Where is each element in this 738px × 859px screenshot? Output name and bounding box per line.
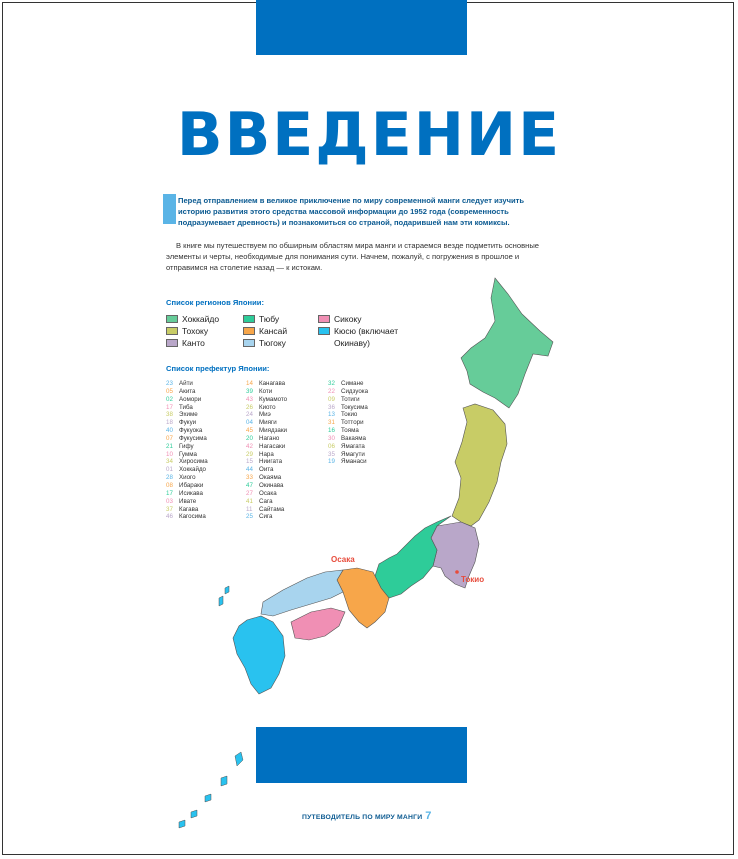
prefecture-name: Фукуи [179,419,197,427]
prefecture-number: 31 [328,419,335,427]
prefecture-name: Ивате [179,497,197,505]
lead-paragraph: Перед отправлением в великое приключение по миру современной манги следует изучить историю развития этого средства массовой информации до 1952 года (современность подразумевает древность) и познакомиться со страной, подарившей нам эти комиксы. [178,196,525,227]
prefecture-number: 11 [246,505,253,513]
legend-label: Сикоку [334,314,362,324]
prefecture-name: Миэ [259,411,271,419]
prefecture-number: 27 [246,489,253,497]
prefecture-number: 17 [166,489,173,497]
prefecture-name: Айти [179,380,193,387]
prefecture-name: Ямагата [341,442,365,450]
prefecture-number: 20 [246,434,253,442]
legend-label: Кансай [259,326,288,336]
prefecture-name: Киото [259,403,276,411]
legend-label: Тюгоку [259,338,286,348]
prefecture-number: 32 [328,380,335,387]
prefecture-number: 44 [246,466,253,474]
prefecture-name: Токио [341,411,358,419]
prefecture-number: 14 [246,380,253,387]
prefecture-name: Яманаси [341,458,367,466]
prefecture-name: Осака [259,489,277,497]
prefecture-number: 22 [328,387,335,395]
prefecture-name: Оита [259,466,274,474]
prefecture-number: 19 [328,458,335,466]
prefecture-number: 42 [246,442,253,450]
legend-label: Тюбу [259,314,280,324]
map-region-kyushu [233,616,285,694]
map-island [225,586,229,594]
prefecture-name: Исикава [179,489,203,497]
page-title: ВВЕДЕНИЕ [176,100,562,170]
prefecture-name: Фукусима [179,434,207,442]
prefecture-number: 38 [166,411,173,419]
prefecture-name: Нагасаки [259,442,286,450]
top-blue-bar [256,0,467,55]
page-number: 7 [425,810,432,822]
prefecture-number: 02 [166,395,173,403]
prefecture-number: 21 [166,442,173,450]
prefecture-number: 23 [166,380,173,387]
prefecture-number: 08 [166,481,173,489]
prefecture-number: 36 [328,403,335,411]
legend-label: Кюсю (включает [334,326,399,336]
prefecture-name: Мияги [259,419,277,427]
footer-text: ПУТЕВОДИТЕЛЬ ПО МИРУ МАНГИ [302,814,423,821]
prefecture-number: 07 [166,434,173,442]
prefecture-number: 16 [328,427,335,435]
prefecture-name: Сидзуока [341,387,369,395]
prefecture-name: Аомори [179,395,202,403]
tokyo-marker [455,570,459,574]
prefecture-name: Тиба [179,403,193,411]
prefecture-name: Ибараки [179,481,204,489]
prefecture-name: Тоттори [341,419,364,427]
prefecture-name: Кагосима [179,513,206,521]
prefecture-number: 28 [166,474,173,482]
map-island [219,596,223,606]
prefecture-name: Нагано [259,434,280,442]
prefecture-number: 18 [166,419,173,427]
prefecture-name: Коти [259,387,273,395]
prefecture-name: Кумамото [259,395,288,403]
map-region-shikoku [291,608,345,640]
prefecture-number: 15 [246,458,253,466]
prefecture-name: Хиого [179,474,196,482]
page-footer [302,810,432,822]
prefecture-number: 01 [166,466,173,474]
prefecture-name: Эхиме [179,411,198,419]
prefecture-name: Тояма [341,427,359,435]
prefecture-number: 09 [328,395,335,403]
prefecture-name: Хиросима [179,458,208,466]
osaka-label: Осака [331,555,355,564]
prefecture-number: 17 [166,403,173,411]
prefecture-number: 43 [246,395,253,403]
prefecture-name: Сига [259,513,273,521]
prefecture-name: Канагава [259,380,286,387]
prefecture-name: Симане [341,380,364,387]
prefecture-name: Сага [259,497,273,505]
prefecture-name: Тотиги [341,395,360,403]
body-paragraph: В книге мы путешествуем по обширным областям мира манги и стараемся везде подметить основные элементы и черты, необходимые для понимания сути. Начнем, пожалуй, с погружения в прошлое и отправимся на столетие назад — к истокам. [166,241,540,272]
map-region-okinawa [179,752,243,828]
prefecture-name: Токусима [341,403,368,411]
legend-label: Канто [182,338,205,348]
prefecture-name: Акита [179,387,196,395]
prefecture-number: 06 [328,442,335,450]
prefecture-name: Ниигата [259,458,283,466]
prefecture-name: Сайтама [259,505,285,513]
prefecture-name: Окаяма [259,474,282,482]
prefecture-number: 13 [328,411,335,419]
prefecture-number: 40 [166,427,173,435]
prefecture-number: 03 [166,497,173,505]
prefecture-name: Кагава [179,505,199,513]
prefecture-number: 25 [246,513,253,521]
map-region-hokkaido [461,278,553,408]
prefecture-number: 45 [246,427,253,435]
legend-label: Окинаву) [334,338,370,348]
prefecture-name: Гифу [179,442,194,450]
prefecture-name: Ямагути [341,450,365,458]
drop-cap-block [163,194,176,224]
prefecture-name: Миядзаки [259,427,288,435]
prefecture-number: 37 [166,505,173,513]
prefecture-number: 41 [246,497,253,505]
prefecture-number: 29 [246,450,253,458]
prefecture-name: Нара [259,450,274,458]
prefecture-name: Хоккайдо [179,466,206,474]
legend-label: Тохоку [182,326,209,336]
legend-label: Хоккайдо [182,314,220,324]
prefecture-number: 30 [328,434,335,442]
prefecture-number: 04 [246,419,253,427]
tokyo-label: Токио [461,575,485,584]
prefecture-number: 47 [246,481,253,489]
prefecture-number: 05 [166,387,173,395]
prefecture-number: 46 [166,513,173,521]
regions-heading: Список регионов Японии: [166,298,264,307]
prefecture-number: 24 [246,411,253,419]
prefecture-number: 10 [166,450,173,458]
prefecture-name: Фукуока [179,427,203,435]
prefecture-number: 33 [246,474,253,482]
prefectures-heading: Список префектур Японии: [166,364,270,373]
prefecture-name: Вакаяма [341,434,366,442]
prefecture-number: 35 [328,450,335,458]
prefecture-number: 26 [246,403,253,411]
prefecture-name: Окинава [259,481,284,489]
bottom-blue-bar [256,727,467,783]
prefecture-number: 39 [246,387,253,395]
map-region-tohoku [452,404,507,526]
prefecture-number: 34 [166,458,173,466]
prefecture-name: Гумма [179,450,197,458]
